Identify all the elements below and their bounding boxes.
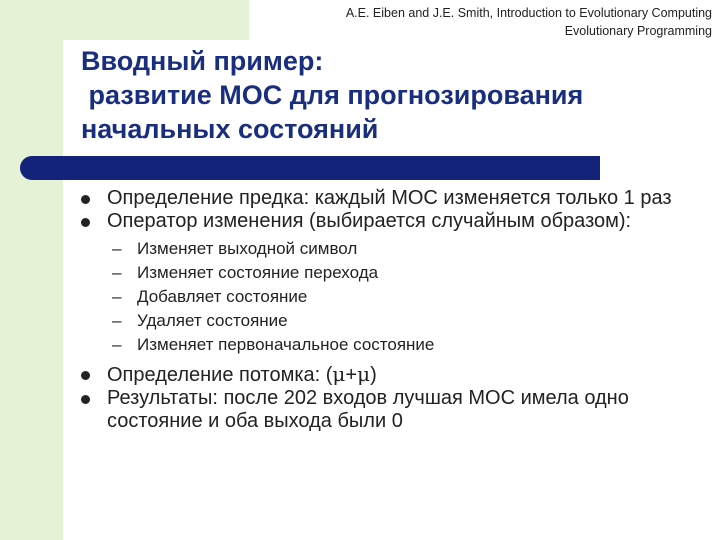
slide-title [81,44,701,146]
divider-cap [20,156,44,180]
dash-icon: – [112,239,122,258]
sub-item [79,285,699,309]
bullet-offspring [79,363,699,387]
sub-item [79,237,699,261]
slide-header [252,4,712,40]
title-line-2: развитие МОС для прогнозирования [81,80,584,110]
header-line-1: A.E. Eiben and J.E. Smith, Introduction to Evolutionary Computing [345,6,712,20]
mu-symbol: μ [357,362,371,386]
slide-body [79,187,699,433]
sub-item-text: Изменяет состояние перехода [137,263,379,282]
bullet-dot-icon [81,371,90,380]
bullet-ancestor [79,187,699,210]
sub-item [79,261,699,285]
title-divider [20,156,600,180]
bullet-results [79,387,699,433]
sub-item [79,309,699,333]
top-decor-band [0,0,249,40]
side-decor-band [0,0,63,540]
sub-item-text: Изменяет выходной символ [137,239,358,258]
dash-icon: – [112,311,122,330]
mutation-sub-list [79,237,699,357]
divider-bar [32,156,600,180]
sub-item-text: Удаляет состояние [137,311,288,330]
bullet-text: Оператор изменения (выбирается случайным образом): [107,210,632,232]
mu-symbol: μ [332,362,346,386]
plus-sign: + [345,364,358,386]
sub-item-text: Изменяет первоначальное состояние [137,335,435,354]
bullet-text-suffix: ) [370,364,377,386]
dash-icon: – [112,263,122,282]
dash-icon: – [112,335,122,354]
bullet-dot-icon [81,395,90,404]
bullet-text-prefix: Определение потомка: ( [107,364,333,386]
sub-item-text: Добавляет состояние [137,287,308,306]
bullet-text: Результаты: после 202 входов лучшая МОС имела одно состояние и оба выхода были 0 [107,387,629,432]
bullet-dot-icon [81,218,90,227]
dash-icon: – [112,287,122,306]
bullet-dot-icon [81,195,90,204]
header-line-2: Evolutionary Programming [564,24,712,38]
bullet-text: Определение предка: каждый МОС изменяется только 1 раз [107,187,672,209]
title-line-1: Вводный пример: [81,46,324,76]
sub-item [79,333,699,357]
bullet-mutation-operator [79,210,699,233]
title-line-3: начальных состояний [81,114,379,144]
